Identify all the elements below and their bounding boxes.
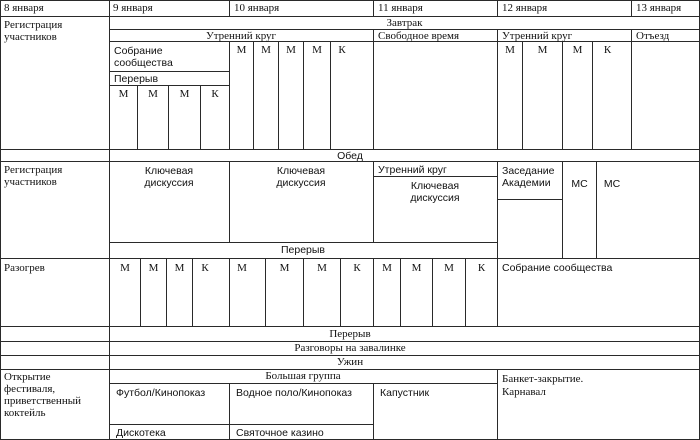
- slot-m: М: [382, 262, 392, 274]
- slot-m: М: [505, 44, 515, 56]
- table-grid-line: [109, 424, 373, 425]
- morning-circle-label: Утренний круг: [378, 164, 447, 176]
- key-discussion-label: дискуссия: [410, 192, 460, 204]
- slot-m: М: [312, 44, 322, 56]
- academy-meeting-label: Заседание: [502, 165, 555, 177]
- table-grid-line: [497, 258, 498, 326]
- slot-k: К: [353, 262, 361, 274]
- community-meeting-label: сообщества: [114, 57, 173, 69]
- table-grid-line: [109, 85, 229, 86]
- slot-m: М: [179, 88, 190, 100]
- table-grid-line: [562, 161, 563, 259]
- table-grid-line: [373, 383, 374, 440]
- opening-label: фестиваля,: [4, 383, 56, 395]
- key-discussion-label: Ключевая: [410, 180, 460, 192]
- registration-label: участников: [4, 31, 57, 43]
- opening-label: коктейль: [4, 407, 46, 419]
- slot-m: М: [236, 44, 247, 56]
- slot-mc: МС: [603, 178, 621, 190]
- banquet-label: Карнавал: [502, 386, 546, 398]
- table-grid-line: [229, 41, 230, 149]
- table-grid-line: [229, 383, 230, 440]
- table-grid-line: [278, 41, 279, 149]
- slot-k: К: [477, 262, 486, 274]
- skit-label: Капустник: [380, 387, 430, 399]
- big-group-label: Большая группа: [265, 370, 341, 382]
- table-grid-line: [373, 0, 374, 17]
- day-header-1: 8 января: [4, 2, 44, 14]
- community-meeting-label: Собрание: [114, 45, 163, 57]
- slot-k: К: [201, 262, 209, 274]
- table-grid-line: [0, 326, 700, 327]
- registration-label: Регистрация: [4, 19, 63, 31]
- free-time-label: Свободное время: [378, 30, 460, 42]
- slot-m: М: [237, 262, 247, 274]
- key-discussion-label: дискуссия: [144, 177, 194, 189]
- banquet-label: Банкет-закрытие.: [502, 373, 584, 385]
- day-header-2: 9 января: [113, 2, 153, 14]
- slot-m: М: [148, 262, 159, 274]
- community-meeting-label: Собрание сообщества: [502, 262, 613, 274]
- table-grid-line: [303, 41, 304, 149]
- slot-m: М: [286, 44, 296, 56]
- slot-m: М: [537, 44, 548, 56]
- table-grid-line: [497, 369, 498, 440]
- slot-m: М: [261, 44, 271, 56]
- morning-circle-label: Утренний круг: [502, 30, 573, 42]
- casino-label: Святочное казино: [236, 427, 324, 439]
- slot-k: К: [338, 44, 346, 56]
- slot-m: М: [411, 262, 422, 274]
- registration-label: Регистрация: [4, 164, 63, 176]
- table-grid-line: [253, 41, 254, 149]
- slot-k: К: [603, 44, 612, 56]
- key-discussion-label: Ключевая: [144, 165, 194, 177]
- fireside-talks-label: Разговоры на завалинке: [294, 342, 406, 354]
- break-label: Перерыв: [114, 73, 159, 85]
- table-grid-line: [562, 41, 563, 149]
- departure-label: Отъезд: [636, 30, 670, 42]
- lunch-label: Обед: [337, 150, 363, 162]
- table-grid-line: [0, 0, 700, 1]
- dinner-label: Ужин: [336, 356, 364, 368]
- slot-m: М: [279, 262, 290, 274]
- table-grid-line: [631, 29, 632, 149]
- table-grid-line: [522, 41, 523, 149]
- table-grid-line: [373, 29, 374, 149]
- break-label: Перерыв: [329, 328, 371, 340]
- day-header-4: 11 января: [378, 2, 423, 14]
- slot-m: М: [118, 88, 129, 100]
- water-polo-cinema-label: Водное поло/Кинопоказ: [236, 387, 352, 399]
- academy-meeting-label: Академии: [502, 177, 551, 189]
- table-grid-line: [0, 0, 1, 440]
- slot-m: М: [148, 88, 158, 100]
- breakfast-label: Завтрак: [386, 17, 423, 29]
- table-grid-line: [229, 0, 230, 17]
- table-grid-line: [631, 0, 632, 17]
- slot-m: М: [572, 44, 583, 56]
- table-grid-line: [0, 258, 700, 259]
- table-grid-line: [109, 383, 497, 384]
- table-grid-line: [330, 41, 331, 149]
- day-header-5: 12 января: [502, 2, 548, 14]
- football-cinema-label: Футбол/Кинопоказ: [116, 387, 206, 399]
- registration-label: участников: [4, 176, 57, 188]
- day-header-3: 10 января: [234, 2, 280, 14]
- table-grid-line: [596, 161, 597, 259]
- table-grid-line: [592, 41, 593, 149]
- table-grid-line: [497, 199, 562, 200]
- table-grid-line: [109, 0, 110, 17]
- key-discussion-label: Ключевая: [276, 165, 326, 177]
- opening-label: Открытие: [4, 371, 51, 383]
- day-header-6: 13 января: [636, 2, 682, 14]
- slot-k: К: [211, 88, 219, 100]
- slot-m: М: [317, 262, 327, 274]
- opening-label: приветственный: [4, 395, 81, 407]
- slot-m: М: [444, 262, 454, 274]
- slot-mc: МС: [571, 178, 588, 190]
- key-discussion-label: дискуссия: [276, 177, 326, 189]
- warmup-label: Разогрев: [4, 262, 45, 274]
- table-grid-line: [497, 161, 498, 259]
- disco-label: Дискотека: [116, 427, 166, 439]
- table-grid-line: [109, 71, 229, 72]
- slot-m: М: [120, 262, 130, 274]
- table-grid-line: [373, 176, 497, 177]
- morning-circle-label: Утренний круг: [205, 30, 277, 42]
- break-label: Перерыв: [280, 244, 326, 256]
- slot-m: М: [174, 262, 185, 274]
- table-grid-line: [109, 242, 497, 243]
- table-grid-line: [497, 0, 498, 17]
